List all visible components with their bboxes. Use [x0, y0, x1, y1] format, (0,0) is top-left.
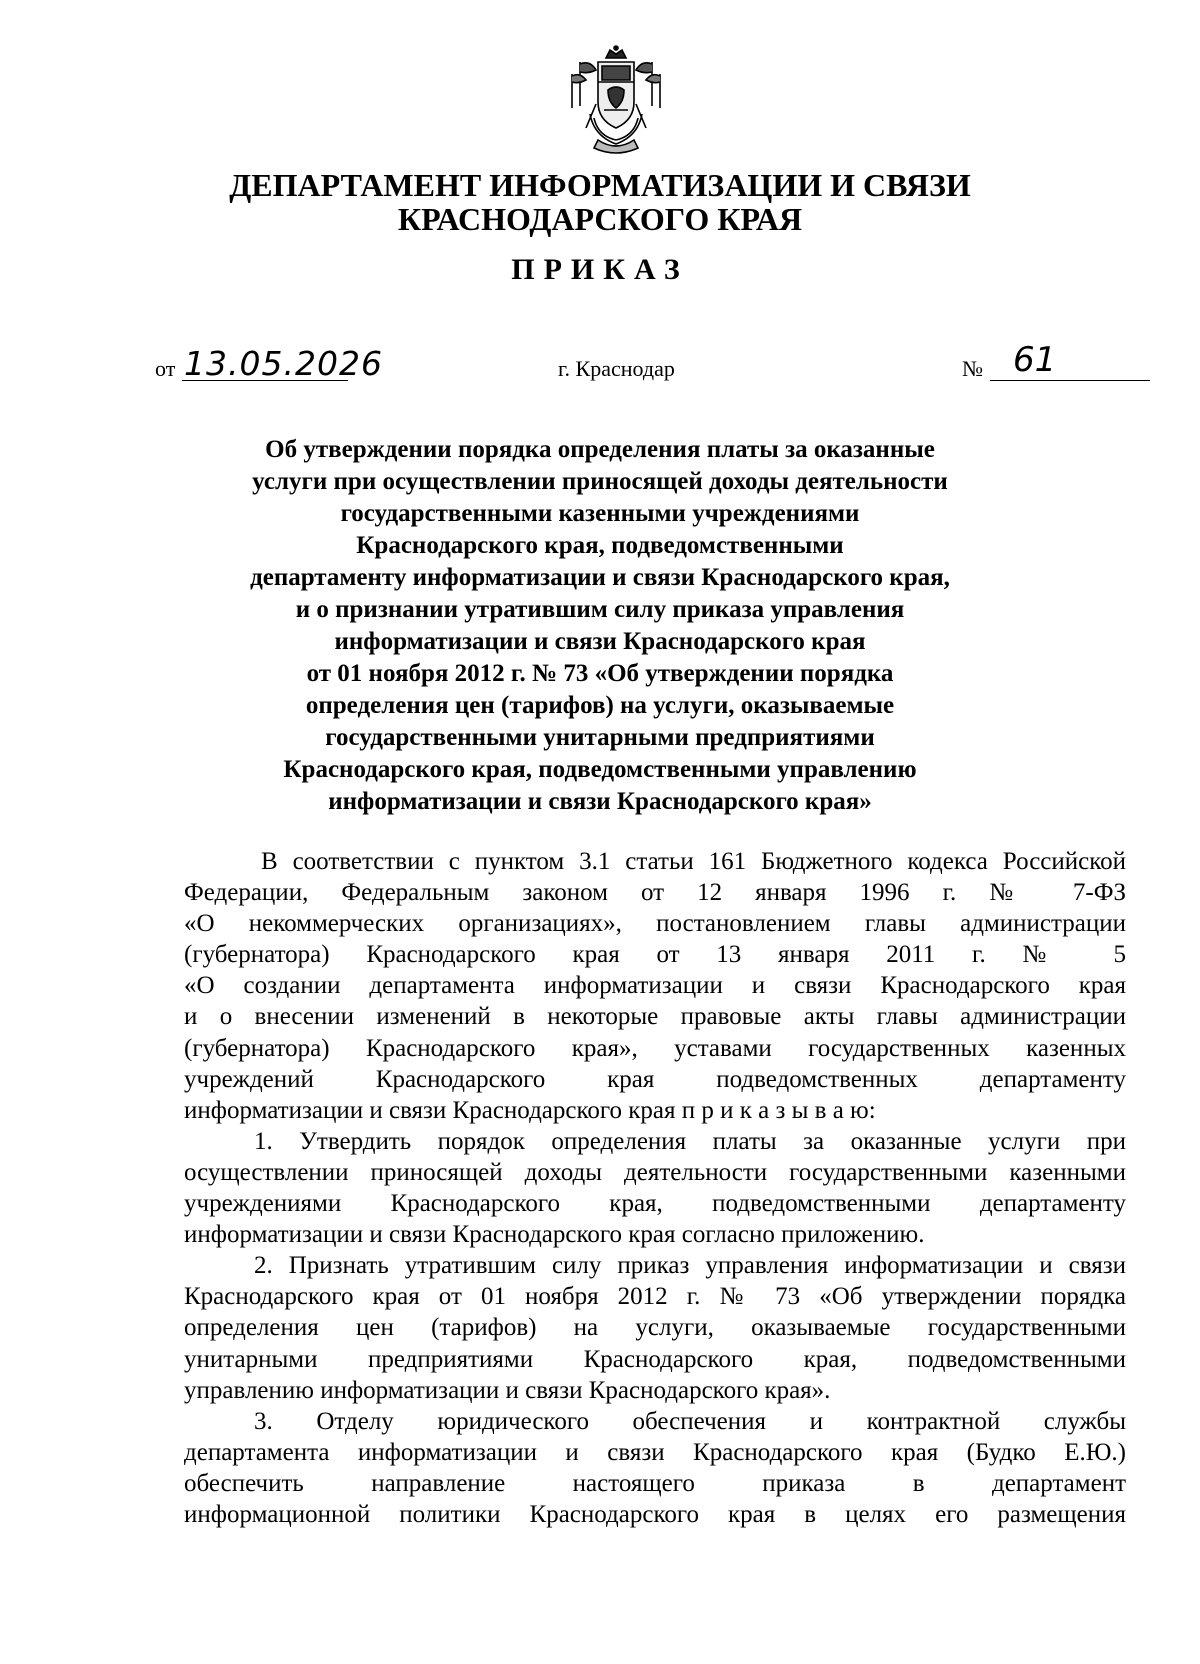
title-line: услуги при осуществлении приносящей доходы деятельности [252, 468, 948, 495]
title-line: Об утверждении порядка определения платы за оказанные [265, 436, 935, 463]
body-line: Краснодарского края от 01 ноября 2012 г. № 73 «Об утверждении порядка [184, 1283, 1126, 1311]
number-underline [990, 380, 1150, 381]
handwritten-date: 13.05.2026 [184, 344, 383, 383]
date-prefix: от [155, 356, 176, 381]
title-line: от 01 ноября 2012 г. № 73 «Об утверждении порядка [306, 660, 894, 687]
body-line: (губернатора) Краснодарского края от 13 января 2011 г. № 5 [184, 941, 1126, 969]
body-line: В соответствии с пунктом 3.1 статьи 161 Бюджетного кодекса Российской [261, 848, 1126, 875]
title-line: Краснодарского края, подведомственными управлению [283, 756, 917, 783]
document-body [184, 846, 1126, 1530]
body-line: департамента информатизации и связи Краснодарского края (Будко Е.Ю.) [184, 1438, 1126, 1466]
document-type: ПРИКАЗ [511, 253, 689, 286]
body-line: информатизации и связи Краснодарского края п р и к а з ы в а ю: [184, 1096, 876, 1124]
body-line: (губернатора) Краснодарского края», уставами государственных казенных [184, 1034, 1126, 1062]
body-line: обеспечить направление настоящего приказа в департамент [184, 1469, 1126, 1497]
body-line: управлению информатизации и связи Краснодарского края». [184, 1376, 831, 1404]
body-line: «О некоммерческих организациях», постановлением главы администрации [184, 910, 1126, 938]
body-line: информационной политики Краснодарского края в целях его размещения [184, 1500, 1126, 1528]
title-line: Краснодарского края, подведомственными [356, 532, 844, 559]
title-line: определения цен (тарифов) на услуги, оказываемые [305, 692, 895, 719]
body-line: осуществлении приносящей доходы деятельности государственными казенными [184, 1158, 1126, 1186]
department-name-line2: КРАСНОДАРСКОГО КРАЯ [397, 201, 803, 237]
body-line: Федерации, Федеральным законом от 12 января 1996 г. № 7-ФЗ [184, 879, 1126, 907]
number-prefix: № [962, 356, 983, 381]
title-line: департаменту информатизации и связи Краснодарского края, [250, 564, 950, 591]
title-line: государственными унитарными предприятиями [325, 724, 875, 751]
title-line: информатизации и связи Краснодарского края» [328, 788, 872, 815]
body-line: 3. Отделу юридического обеспечения и контрактной службы [254, 1407, 1126, 1435]
handwritten-number: 61 [1013, 340, 1057, 380]
department-name-line1: ДЕПАРТАМЕНТ ИНФОРМАТИЗАЦИИ И СВЯЗИ [229, 167, 971, 203]
body-line: учреждениями Краснодарского края, подведомственными департаменту [184, 1190, 1126, 1218]
coat-of-arms-emblem [568, 44, 664, 158]
title-line: государственными казенными учреждениями [340, 500, 860, 527]
body-line: учреждений Краснодарского края подведомственных департаменту [184, 1065, 1126, 1093]
body-line: унитарными предприятиями Краснодарского края, подведомственными [184, 1345, 1126, 1373]
body-line: «О создании департамента информатизации и связи Краснодарского края [184, 972, 1126, 1000]
city: г. Краснодар [558, 356, 675, 381]
body-line: определения цен (тарифов) на услуги, оказываемые государственными [184, 1314, 1126, 1342]
body-line: информатизации и связи Краснодарского края согласно приложению. [184, 1221, 925, 1249]
title-line: и о признании утратившим силу приказа управления [295, 596, 905, 623]
date-underline [182, 380, 348, 381]
body-line: и о внесении изменений в некоторые правовые акты главы администрации [184, 1003, 1126, 1031]
document-title [0, 434, 1200, 818]
body-line: 1. Утвердить порядок определения платы за оказанные услуги при [254, 1127, 1126, 1155]
title-line: информатизации и связи Краснодарского края [334, 628, 866, 655]
body-line: 2. Признать утратившим силу приказ управления информатизации и связи [254, 1252, 1126, 1280]
